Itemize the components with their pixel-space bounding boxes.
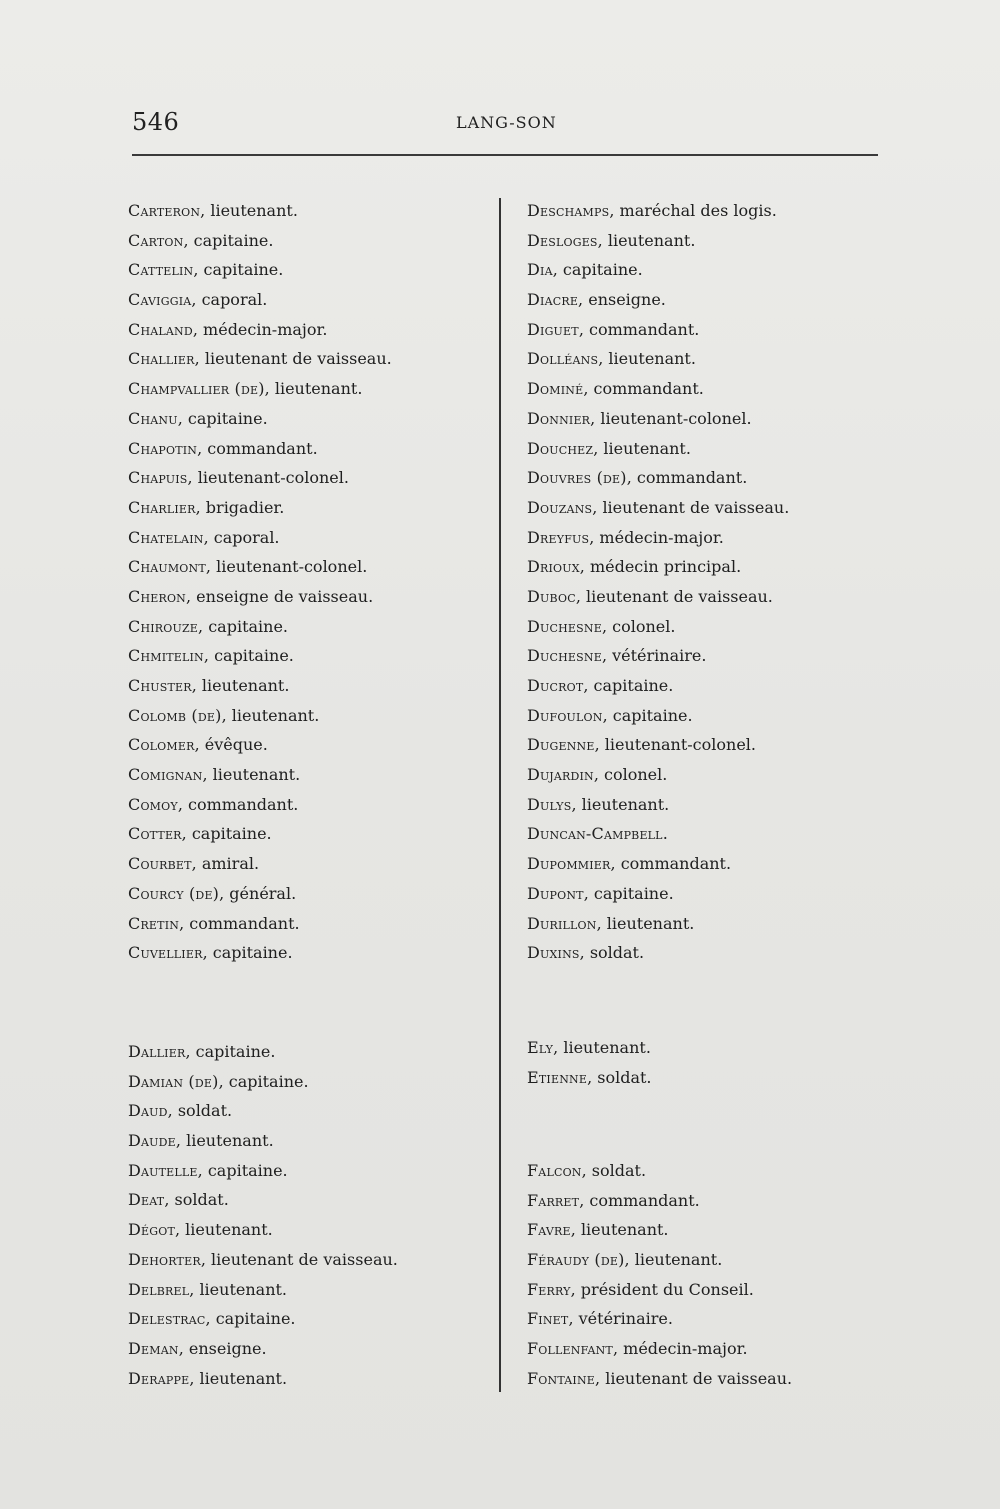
entry-description: , colonel. bbox=[601, 616, 676, 636]
entry-name: Comoy bbox=[128, 794, 178, 814]
entry-name: Chuster bbox=[128, 676, 192, 695]
index-entry bbox=[128, 1364, 398, 1394]
index-entry bbox=[527, 493, 789, 523]
entry-description: , lieutenant. bbox=[593, 438, 691, 458]
entry-name: Drioux bbox=[527, 557, 580, 577]
entry-name: Duboc bbox=[527, 586, 576, 606]
entry-description: , vétérinaire. bbox=[601, 646, 707, 666]
entry-description: , capitaine. bbox=[197, 1160, 288, 1180]
index-entry bbox=[527, 226, 789, 256]
entry-name: Delbrel bbox=[128, 1279, 190, 1299]
entry-name: Dujardin bbox=[527, 765, 594, 785]
entry-name: Dupont bbox=[527, 883, 584, 903]
index-entry bbox=[527, 374, 789, 404]
entry-description: , médecin-major. bbox=[589, 527, 724, 547]
entry-description: , capitaine. bbox=[602, 705, 693, 725]
index-entry bbox=[128, 1185, 398, 1215]
entry-description: , capitaine. bbox=[177, 408, 268, 428]
entry-description: , président du Conseil. bbox=[570, 1279, 754, 1299]
index-entry bbox=[128, 493, 392, 523]
entry-name: Douvres (de) bbox=[527, 468, 627, 488]
entry-description: , lieutenant. bbox=[624, 1250, 723, 1270]
index-entry bbox=[128, 879, 392, 909]
entry-description: , médecin-major. bbox=[612, 1339, 748, 1359]
column-divider bbox=[499, 198, 501, 1392]
index-entry bbox=[128, 1067, 398, 1097]
entry-name: Chirouze bbox=[128, 616, 199, 636]
entry-name: Deman bbox=[128, 1338, 179, 1358]
entry-description: , soldat. bbox=[581, 1161, 647, 1180]
entry-description: , soldat. bbox=[164, 1190, 229, 1210]
entry-description: , commandant. bbox=[179, 913, 300, 933]
entry-description: , lieutenant de vaisseau. bbox=[200, 1249, 398, 1269]
index-entry bbox=[128, 1215, 398, 1245]
entry-description: , soldat. bbox=[587, 1067, 652, 1087]
entry-name: Chmitelin bbox=[128, 646, 204, 666]
index-entry bbox=[128, 1304, 398, 1334]
entry-name: Cuvellier bbox=[128, 943, 203, 963]
entry-name: Courbet bbox=[128, 854, 192, 874]
entry-name: Follenfant bbox=[527, 1339, 613, 1359]
index-entry bbox=[527, 404, 789, 434]
entry-name: Donnier bbox=[527, 408, 591, 428]
entry-name: Cattelin bbox=[128, 260, 194, 280]
entry-description: , commandant. bbox=[626, 468, 748, 488]
running-title: LANG-SON bbox=[456, 113, 557, 132]
entry-name: Duxins bbox=[527, 943, 580, 963]
index-entry bbox=[527, 255, 789, 285]
index-entry bbox=[527, 1063, 652, 1093]
entry-description: , lieutenant-colonel. bbox=[594, 735, 756, 755]
entry-name: Farret bbox=[527, 1190, 580, 1210]
entry-name: Derappe bbox=[128, 1368, 190, 1388]
entry-name: Carton bbox=[128, 230, 184, 250]
entry-description: , lieutenant de vaisseau. bbox=[194, 349, 392, 369]
entry-description: , capitaine. bbox=[193, 260, 284, 280]
index-entry bbox=[527, 315, 789, 345]
entry-description: , lieutenant. bbox=[189, 1279, 288, 1299]
index-entry bbox=[128, 315, 392, 345]
entry-description: , lieutenant. bbox=[264, 379, 363, 399]
entry-name: Dominé bbox=[527, 379, 584, 399]
index-entry bbox=[527, 909, 789, 939]
index-entry bbox=[527, 463, 789, 493]
entry-description: , lieutenant. bbox=[175, 1131, 274, 1151]
entry-name: Caviggia bbox=[128, 290, 192, 310]
index-entry bbox=[527, 523, 789, 553]
entry-name: Comignan bbox=[128, 765, 203, 785]
entry-description: , capitaine. bbox=[583, 883, 674, 903]
entry-name: Colomb (de) bbox=[128, 705, 222, 725]
entry-name: Duncan-Campbell bbox=[527, 824, 663, 844]
entry-description: , capitaine. bbox=[202, 943, 293, 963]
entry-description: , capitaine. bbox=[185, 1042, 276, 1061]
entry-name: Cotter bbox=[128, 824, 182, 844]
entry-description: , capitaine. bbox=[203, 646, 294, 666]
index-entry bbox=[128, 790, 392, 820]
index-entry bbox=[128, 760, 392, 790]
entry-name: Etienne bbox=[527, 1067, 588, 1087]
entry-description: , commandant. bbox=[197, 438, 318, 458]
index-entry bbox=[128, 1096, 398, 1126]
entry-description: , lieutenant. bbox=[598, 349, 696, 369]
index-entry bbox=[128, 255, 392, 285]
entry-name: Dehorter bbox=[128, 1249, 201, 1269]
index-entry bbox=[527, 1033, 652, 1063]
index-entry bbox=[128, 285, 392, 315]
left-section-c bbox=[128, 196, 392, 968]
entry-name: Douchez bbox=[527, 438, 594, 458]
index-entry bbox=[128, 849, 392, 879]
index-entry bbox=[527, 760, 789, 790]
entry-description: , lieutenant de vaisseau. bbox=[595, 1368, 793, 1388]
index-entry bbox=[527, 1275, 792, 1305]
right-section-e bbox=[527, 1033, 652, 1092]
entry-name: Daud bbox=[128, 1101, 168, 1121]
entry-description: , capitaine. bbox=[198, 616, 289, 636]
entry-name: Chaumont bbox=[128, 557, 206, 577]
entry-name: Diguet bbox=[527, 319, 579, 339]
entry-name: Carteron bbox=[128, 201, 201, 220]
index-entry bbox=[128, 1156, 398, 1186]
index-entry bbox=[527, 582, 789, 612]
index-entry bbox=[527, 1245, 792, 1275]
entry-description: , lieutenant. bbox=[189, 1368, 288, 1388]
entry-description: , lieutenant. bbox=[553, 1038, 651, 1057]
entry-name: Duchesne bbox=[527, 646, 602, 666]
entry-description: , capitaine. bbox=[205, 1309, 296, 1329]
entry-name: Chatelain bbox=[128, 527, 204, 547]
entry-name: Dulys bbox=[527, 794, 572, 814]
entry-name: Douzans bbox=[527, 497, 593, 517]
entry-name: Ferry bbox=[527, 1279, 571, 1299]
entry-description: , capitaine. bbox=[218, 1071, 309, 1091]
index-entry bbox=[128, 226, 392, 256]
entry-description: , lieutenant. bbox=[221, 705, 320, 725]
entry-name: Dégot bbox=[128, 1220, 175, 1240]
entry-description: , commandant. bbox=[177, 794, 299, 814]
entry-name: Dautelle bbox=[128, 1160, 198, 1180]
entry-description: . bbox=[662, 824, 668, 844]
entry-name: Charlier bbox=[128, 497, 196, 517]
index-entry bbox=[128, 552, 392, 582]
index-entry bbox=[128, 938, 392, 968]
index-entry bbox=[527, 671, 789, 701]
index-entry bbox=[527, 612, 789, 642]
entry-description: , lieutenant. bbox=[191, 676, 290, 695]
entry-description: , lieutenant. bbox=[596, 913, 695, 933]
header-rule bbox=[132, 154, 878, 156]
entry-name: Dreyfus bbox=[527, 527, 590, 547]
entry-name: Favre bbox=[527, 1220, 571, 1240]
index-entry bbox=[128, 463, 392, 493]
entry-name: Daude bbox=[128, 1131, 176, 1151]
entry-name: Desloges bbox=[527, 230, 598, 250]
index-entry bbox=[128, 1126, 398, 1156]
index-entry bbox=[527, 849, 789, 879]
entry-name: Dugenne bbox=[527, 735, 595, 755]
entry-description: , amiral. bbox=[191, 854, 260, 874]
index-entry bbox=[527, 879, 789, 909]
entry-description: , lieutenant-colonel. bbox=[590, 408, 752, 428]
entry-name: Chapotin bbox=[128, 438, 198, 458]
index-entry bbox=[128, 671, 392, 701]
index-entry bbox=[128, 344, 392, 374]
entry-name: Durillon bbox=[527, 913, 597, 933]
entry-description: , lieutenant-colonel. bbox=[187, 468, 349, 488]
entry-name: Deschamps bbox=[527, 201, 610, 220]
index-entry bbox=[527, 790, 789, 820]
index-entry bbox=[527, 434, 789, 464]
entry-name: Falcon bbox=[527, 1161, 582, 1180]
entry-description: , commandant. bbox=[610, 854, 732, 874]
entry-description: , lieutenant de vaisseau. bbox=[575, 586, 773, 606]
index-entry bbox=[128, 404, 392, 434]
entry-description: , caporal. bbox=[191, 290, 268, 310]
index-entry bbox=[527, 1304, 792, 1334]
index-entry bbox=[128, 582, 392, 612]
entry-name: Cheron bbox=[128, 586, 186, 606]
entry-description: , commandant. bbox=[583, 379, 704, 399]
entry-description: , commandant. bbox=[579, 1190, 700, 1210]
index-entry bbox=[128, 523, 392, 553]
entry-name: Dallier bbox=[128, 1042, 186, 1061]
entry-name: Courcy (de) bbox=[128, 883, 220, 903]
entry-description: , général. bbox=[219, 883, 297, 903]
index-entry bbox=[527, 196, 789, 226]
entry-description: , maréchal des logis. bbox=[609, 201, 777, 220]
index-entry bbox=[527, 701, 789, 731]
entry-description: , lieutenant. bbox=[570, 1220, 669, 1240]
index-entry bbox=[128, 374, 392, 404]
entry-name: Challier bbox=[128, 349, 195, 369]
entry-name: Diacre bbox=[527, 290, 579, 310]
entry-name: Duchesne bbox=[527, 616, 602, 636]
entry-name: Champvallier (de) bbox=[128, 379, 265, 399]
index-entry bbox=[128, 701, 392, 731]
index-entry bbox=[527, 1215, 792, 1245]
index-entry bbox=[128, 819, 392, 849]
entry-description: , caporal. bbox=[203, 527, 280, 547]
entry-name: Fontaine bbox=[527, 1368, 596, 1388]
index-entry bbox=[527, 1334, 792, 1364]
entry-name: Dolléans bbox=[527, 349, 599, 369]
entry-description: , vétérinaire. bbox=[568, 1309, 673, 1329]
entry-description: , soldat. bbox=[167, 1101, 233, 1121]
index-entry bbox=[128, 1334, 398, 1364]
index-entry bbox=[128, 730, 392, 760]
entry-description: , enseigne. bbox=[178, 1338, 267, 1358]
index-entry bbox=[128, 612, 392, 642]
entry-name: Finet bbox=[527, 1309, 569, 1329]
entry-description: , capitaine. bbox=[181, 824, 272, 844]
entry-description: , colonel. bbox=[593, 765, 668, 785]
index-entry bbox=[527, 938, 789, 968]
entry-name: Colomer bbox=[128, 735, 195, 755]
index-entry bbox=[527, 552, 789, 582]
page-header bbox=[132, 108, 878, 142]
entry-name: Dufoulon bbox=[527, 705, 603, 725]
entry-description: , capitaine. bbox=[183, 230, 274, 250]
entry-name: Delestrac bbox=[128, 1309, 206, 1329]
entry-description: , lieutenant. bbox=[597, 230, 696, 250]
entry-name: Damian (de) bbox=[128, 1071, 219, 1091]
entry-name: Cretin bbox=[128, 913, 180, 933]
entry-description: , enseigne. bbox=[578, 290, 666, 310]
index-entry bbox=[128, 434, 392, 464]
entry-name: Chaland bbox=[128, 319, 193, 339]
entry-description: , lieutenant de vaisseau. bbox=[592, 497, 790, 517]
index-entry bbox=[527, 344, 789, 374]
entry-description: , médecin principal. bbox=[579, 557, 742, 577]
index-entry bbox=[527, 285, 789, 315]
index-entry bbox=[128, 641, 392, 671]
entry-name: Ely bbox=[527, 1038, 554, 1057]
entry-name: Chapuis bbox=[128, 468, 188, 488]
right-section-f bbox=[527, 1156, 792, 1394]
entry-name: Chanu bbox=[128, 408, 178, 428]
entry-description: , lieutenant-colonel. bbox=[205, 557, 368, 577]
entry-description: , médecin-major. bbox=[192, 319, 328, 339]
index-entry bbox=[527, 1186, 792, 1216]
entry-name: Dupommier bbox=[527, 854, 611, 874]
entry-description: , évêque. bbox=[194, 735, 268, 755]
entry-name: Deat bbox=[128, 1190, 165, 1210]
entry-description: , capitaine. bbox=[552, 260, 643, 280]
entry-name: Féraudy (de) bbox=[527, 1250, 625, 1270]
index-entry bbox=[128, 1245, 398, 1275]
index-entry bbox=[128, 196, 392, 226]
index-entry bbox=[527, 1156, 792, 1186]
entry-description: , commandant. bbox=[578, 319, 700, 339]
index-entry bbox=[527, 730, 789, 760]
index-entry bbox=[527, 819, 789, 849]
right-section-d bbox=[527, 196, 789, 968]
entry-description: , lieutenant. bbox=[175, 1220, 273, 1240]
entry-name: Dia bbox=[527, 260, 553, 280]
entry-description: , soldat. bbox=[579, 943, 645, 963]
index-entry bbox=[527, 1364, 792, 1394]
index-entry bbox=[128, 909, 392, 939]
page-number: 546 bbox=[132, 108, 180, 136]
entry-description: , brigadier. bbox=[195, 497, 285, 517]
entry-description: , lieutenant. bbox=[202, 765, 301, 785]
entry-name: Ducrot bbox=[527, 676, 584, 695]
left-section-d bbox=[128, 1037, 398, 1393]
entry-description: , lieutenant. bbox=[200, 201, 298, 220]
entry-description: , capitaine. bbox=[583, 676, 674, 695]
index-entry bbox=[527, 641, 789, 671]
entry-description: , lieutenant. bbox=[571, 794, 670, 814]
index-entry bbox=[128, 1275, 398, 1305]
entry-description: , enseigne de vaisseau. bbox=[186, 586, 374, 606]
index-entry bbox=[128, 1037, 398, 1067]
